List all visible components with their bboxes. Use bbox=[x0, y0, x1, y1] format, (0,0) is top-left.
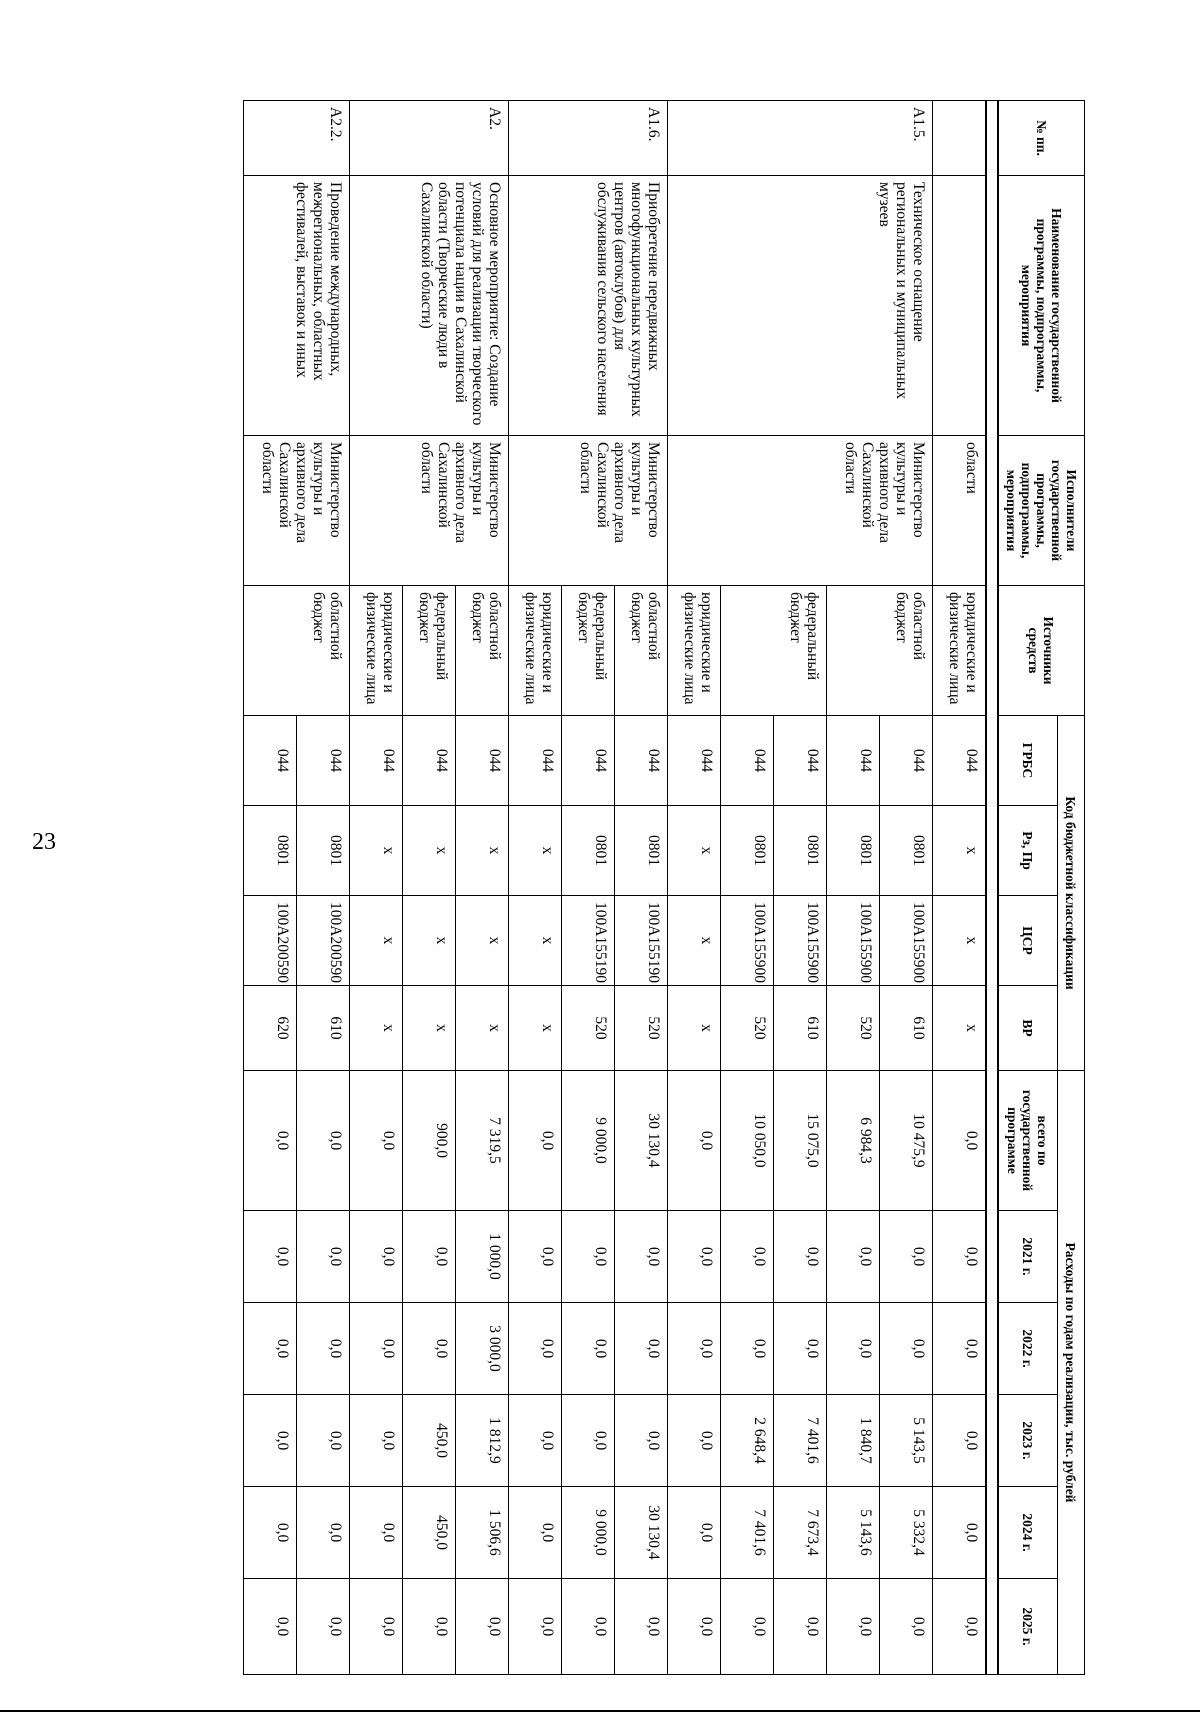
cell-y2023: 0,0 bbox=[668, 1395, 721, 1487]
cell-vr: x bbox=[668, 986, 721, 1071]
cell-source: областной бюджет bbox=[456, 586, 509, 716]
cell-y2025: 0,0 bbox=[350, 1579, 403, 1675]
cell-grbs: 044 bbox=[403, 716, 456, 806]
header-2023: 2023 г. bbox=[998, 1395, 1057, 1487]
header-2024: 2024 г. bbox=[998, 1487, 1057, 1579]
cell-exec: Министерство культуры и архивного дела Сахалинской области bbox=[350, 436, 509, 586]
cell-y2021: 0,0 bbox=[509, 1211, 562, 1303]
cell-source: юридические и физические лица bbox=[509, 586, 562, 716]
cell-total: 6 984,3 bbox=[827, 1071, 880, 1211]
cell-y2024: 0,0 bbox=[244, 1487, 297, 1579]
cell-csr: x bbox=[403, 896, 456, 986]
cell-grbs: 044 bbox=[456, 716, 509, 806]
cell-name: Техническое оснащение региональных и муниципальных музеев bbox=[668, 176, 933, 436]
table-row bbox=[297, 101, 350, 1675]
cell-total: 0,0 bbox=[933, 1071, 987, 1211]
budget-table bbox=[243, 100, 1085, 1675]
cell-rzpr: x bbox=[933, 806, 987, 896]
cell-name: Приобретение передвижных многофункциональных культурных центров (автоклубов) для обслуживания сельского населения bbox=[509, 176, 668, 436]
cell-rzpr: x bbox=[403, 806, 456, 896]
cell-total: 0,0 bbox=[509, 1071, 562, 1211]
header-2021: 2021 г. bbox=[998, 1211, 1057, 1303]
cell-source: федеральный бюджет bbox=[721, 586, 827, 716]
header-gap bbox=[986, 101, 998, 1675]
header-rzpr: Рз, Пр bbox=[998, 806, 1057, 896]
cell-y2024: 30 130,4 bbox=[615, 1487, 668, 1579]
cell-grbs: 044 bbox=[509, 716, 562, 806]
cell-rzpr: x bbox=[668, 806, 721, 896]
cell-vr: 610 bbox=[297, 986, 350, 1071]
cell-y2022: 0,0 bbox=[827, 1303, 880, 1395]
table-row bbox=[456, 101, 509, 1675]
cell-y2023: 0,0 bbox=[615, 1395, 668, 1487]
cell-y2021: 0,0 bbox=[403, 1211, 456, 1303]
table-row bbox=[615, 101, 668, 1675]
cell-y2025: 0,0 bbox=[933, 1579, 987, 1675]
cell-rzpr: x bbox=[456, 806, 509, 896]
cell-grbs: 044 bbox=[350, 716, 403, 806]
cell-grbs: 044 bbox=[297, 716, 350, 806]
cell-y2025: 0,0 bbox=[615, 1579, 668, 1675]
cell-y2021: 0,0 bbox=[721, 1211, 774, 1303]
cell-y2022: 0,0 bbox=[297, 1303, 350, 1395]
cell-y2023: 1 812,9 bbox=[456, 1395, 509, 1487]
cell-num: A1.5. bbox=[668, 101, 933, 176]
cell-y2025: 0,0 bbox=[827, 1579, 880, 1675]
cell-y2023: 0,0 bbox=[562, 1395, 615, 1487]
cell-csr: 100A200590 bbox=[244, 896, 297, 986]
cell-source: областной бюджет bbox=[615, 586, 668, 716]
cell-rzpr: 0801 bbox=[562, 806, 615, 896]
table-row bbox=[933, 101, 987, 1675]
cell-y2021: 0,0 bbox=[827, 1211, 880, 1303]
cell-total: 0,0 bbox=[244, 1071, 297, 1211]
cell-csr: x bbox=[933, 896, 987, 986]
cell-vr: 520 bbox=[827, 986, 880, 1071]
rotated-table-wrapper bbox=[85, 100, 1085, 1646]
cell-y2023: 0,0 bbox=[350, 1395, 403, 1487]
cell-csr: 100A155190 bbox=[562, 896, 615, 986]
cell-y2023: 7 401,6 bbox=[774, 1395, 827, 1487]
cell-total: 15 075,0 bbox=[774, 1071, 827, 1211]
cell-y2025: 0,0 bbox=[774, 1579, 827, 1675]
cell-y2022: 0,0 bbox=[244, 1303, 297, 1395]
cell-y2024: 5 143,6 bbox=[827, 1487, 880, 1579]
cell-grbs: 044 bbox=[827, 716, 880, 806]
cell-y2022: 0,0 bbox=[721, 1303, 774, 1395]
cell-y2025: 0,0 bbox=[562, 1579, 615, 1675]
cell-total: 9 000,0 bbox=[562, 1071, 615, 1211]
cell-total: 10 050,0 bbox=[721, 1071, 774, 1211]
table-row bbox=[880, 101, 933, 1675]
cell-rzpr: 0801 bbox=[244, 806, 297, 896]
page-number: 23 bbox=[32, 829, 56, 855]
cell-y2024: 5 332,4 bbox=[880, 1487, 933, 1579]
cell-grbs: 044 bbox=[615, 716, 668, 806]
cell-num: A2.2. bbox=[244, 101, 350, 176]
cell-name: Проведение международных, межрегиональных, областных фестивалей, выставок и иных bbox=[244, 176, 350, 436]
cell-grbs: 044 bbox=[933, 716, 987, 806]
cell-y2023: 0,0 bbox=[933, 1395, 987, 1487]
cell-num bbox=[933, 101, 987, 176]
cell-csr: 100A155900 bbox=[721, 896, 774, 986]
cell-rzpr: x bbox=[350, 806, 403, 896]
cell-total: 0,0 bbox=[350, 1071, 403, 1211]
cell-name bbox=[933, 176, 987, 436]
cell-y2024: 0,0 bbox=[933, 1487, 987, 1579]
cell-csr: 100A155900 bbox=[827, 896, 880, 986]
header-csr: ЦСР bbox=[998, 896, 1057, 986]
cell-exec: Министерство культуры и архивного дела Сахалинской области bbox=[509, 436, 668, 586]
cell-y2025: 0,0 bbox=[297, 1579, 350, 1675]
header-name: Наименование государственной программы, подпрограммы, мероприятия bbox=[998, 176, 1085, 436]
cell-source: федеральный бюджет bbox=[403, 586, 456, 716]
cell-vr: x bbox=[350, 986, 403, 1071]
cell-y2025: 0,0 bbox=[880, 1579, 933, 1675]
header-2025: 2025 г. bbox=[998, 1579, 1057, 1675]
cell-y2023: 2 648,4 bbox=[721, 1395, 774, 1487]
cell-csr: 100A155900 bbox=[774, 896, 827, 986]
cell-y2024: 0,0 bbox=[509, 1487, 562, 1579]
cell-total: 0,0 bbox=[668, 1071, 721, 1211]
cell-total: 0,0 bbox=[297, 1071, 350, 1211]
cell-source: областной бюджет bbox=[827, 586, 933, 716]
cell-y2024: 0,0 bbox=[668, 1487, 721, 1579]
cell-y2024: 9 000,0 bbox=[562, 1487, 615, 1579]
cell-y2022: 0,0 bbox=[880, 1303, 933, 1395]
cell-y2025: 0,0 bbox=[244, 1579, 297, 1675]
cell-grbs: 044 bbox=[721, 716, 774, 806]
cell-total: 900,0 bbox=[403, 1071, 456, 1211]
cell-source: юридические и физические лица bbox=[933, 586, 987, 716]
cell-rzpr: 0801 bbox=[297, 806, 350, 896]
cell-csr: 100A200590 bbox=[297, 896, 350, 986]
cell-rzpr: 0801 bbox=[827, 806, 880, 896]
cell-vr: 520 bbox=[562, 986, 615, 1071]
cell-rzpr: 0801 bbox=[774, 806, 827, 896]
cell-y2021: 0,0 bbox=[562, 1211, 615, 1303]
cell-y2021: 0,0 bbox=[880, 1211, 933, 1303]
cell-exec: Министерство культуры и архивного дела Сахалинской области bbox=[668, 436, 933, 586]
cell-y2022: 0,0 bbox=[774, 1303, 827, 1395]
cell-source: федеральный бюджет bbox=[562, 586, 615, 716]
cell-csr: x bbox=[350, 896, 403, 986]
cell-total: 7 319,5 bbox=[456, 1071, 509, 1211]
cell-y2021: 0,0 bbox=[615, 1211, 668, 1303]
cell-source: юридические и физические лица bbox=[668, 586, 721, 716]
cell-num: A1.6. bbox=[509, 101, 668, 176]
cell-y2021: 0,0 bbox=[244, 1211, 297, 1303]
header-row-1 bbox=[1057, 101, 1084, 1675]
cell-y2022: 0,0 bbox=[562, 1303, 615, 1395]
cell-y2022: 0,0 bbox=[403, 1303, 456, 1395]
cell-y2024: 450,0 bbox=[403, 1487, 456, 1579]
page-bottom-rule bbox=[0, 1710, 1200, 1712]
cell-y2023: 450,0 bbox=[403, 1395, 456, 1487]
cell-y2023: 5 143,5 bbox=[880, 1395, 933, 1487]
cell-y2021: 1 000,0 bbox=[456, 1211, 509, 1303]
cell-csr: x bbox=[509, 896, 562, 986]
cell-vr: 520 bbox=[721, 986, 774, 1071]
cell-total: 10 475,9 bbox=[880, 1071, 933, 1211]
cell-total: 30 130,4 bbox=[615, 1071, 668, 1211]
cell-y2024: 1 506,6 bbox=[456, 1487, 509, 1579]
header-2022: 2022 г. bbox=[998, 1303, 1057, 1395]
cell-vr: 520 bbox=[615, 986, 668, 1071]
cell-y2021: 0,0 bbox=[350, 1211, 403, 1303]
cell-y2022: 3 000,0 bbox=[456, 1303, 509, 1395]
cell-y2025: 0,0 bbox=[403, 1579, 456, 1675]
cell-y2023: 1 840,7 bbox=[827, 1395, 880, 1487]
cell-vr: x bbox=[509, 986, 562, 1071]
cell-y2022: 0,0 bbox=[668, 1303, 721, 1395]
cell-vr: 620 bbox=[244, 986, 297, 1071]
cell-y2025: 0,0 bbox=[721, 1579, 774, 1675]
cell-name: Основное мероприятие: Создание условий для реализации творческого потенциала нации в Сахалинской области (Творческие люди в Сахалинской области) bbox=[350, 176, 509, 436]
cell-grbs: 044 bbox=[562, 716, 615, 806]
header-source: Источники средств bbox=[998, 586, 1085, 716]
cell-vr: x bbox=[403, 986, 456, 1071]
cell-source: областной бюджет bbox=[244, 586, 350, 716]
cell-exec: Министерство культуры и архивного дела Сахалинской области bbox=[244, 436, 350, 586]
cell-vr: x bbox=[456, 986, 509, 1071]
cell-num: A2. bbox=[350, 101, 509, 176]
cell-vr: 610 bbox=[880, 986, 933, 1071]
header-num: № пп. bbox=[998, 101, 1085, 176]
cell-y2023: 0,0 bbox=[244, 1395, 297, 1487]
cell-y2023: 0,0 bbox=[509, 1395, 562, 1487]
cell-grbs: 044 bbox=[244, 716, 297, 806]
cell-y2021: 0,0 bbox=[774, 1211, 827, 1303]
cell-rzpr: x bbox=[509, 806, 562, 896]
cell-csr: x bbox=[456, 896, 509, 986]
cell-y2025: 0,0 bbox=[668, 1579, 721, 1675]
cell-grbs: 044 bbox=[774, 716, 827, 806]
cell-vr: x bbox=[933, 986, 987, 1071]
cell-y2024: 7 673,4 bbox=[774, 1487, 827, 1579]
cell-y2024: 7 401,6 bbox=[721, 1487, 774, 1579]
cell-grbs: 044 bbox=[880, 716, 933, 806]
cell-vr: 610 bbox=[774, 986, 827, 1071]
header-exec: Исполнители государственной программы, подпрограммы, мероприятия bbox=[998, 436, 1085, 586]
cell-grbs: 044 bbox=[668, 716, 721, 806]
gap-cell bbox=[986, 101, 998, 1675]
cell-y2021: 0,0 bbox=[933, 1211, 987, 1303]
cell-y2025: 0,0 bbox=[509, 1579, 562, 1675]
header-code-group: Код бюджетной классификации bbox=[1057, 716, 1084, 1071]
cell-y2024: 0,0 bbox=[297, 1487, 350, 1579]
header-total: всего по государственной программе bbox=[998, 1071, 1057, 1211]
cell-csr: 100A155900 bbox=[880, 896, 933, 986]
header-grbs: ГРБС bbox=[998, 716, 1057, 806]
header-exp-group: Расходы по годам реализации, тыс. рублей bbox=[1057, 1071, 1084, 1675]
cell-y2022: 0,0 bbox=[509, 1303, 562, 1395]
cell-y2021: 0,0 bbox=[668, 1211, 721, 1303]
cell-rzpr: 0801 bbox=[721, 806, 774, 896]
cell-y2024: 0,0 bbox=[350, 1487, 403, 1579]
cell-exec: области bbox=[933, 436, 987, 586]
cell-source: юридические и физические лица bbox=[350, 586, 403, 716]
cell-rzpr: 0801 bbox=[880, 806, 933, 896]
cell-y2021: 0,0 bbox=[297, 1211, 350, 1303]
cell-y2022: 0,0 bbox=[615, 1303, 668, 1395]
cell-y2022: 0,0 bbox=[350, 1303, 403, 1395]
header-vr: ВР bbox=[998, 986, 1057, 1071]
cell-csr: 100A155190 bbox=[615, 896, 668, 986]
cell-y2023: 0,0 bbox=[297, 1395, 350, 1487]
cell-csr: x bbox=[668, 896, 721, 986]
cell-rzpr: 0801 bbox=[615, 806, 668, 896]
table-body bbox=[244, 101, 987, 1675]
cell-y2025: 0,0 bbox=[456, 1579, 509, 1675]
cell-y2022: 0,0 bbox=[933, 1303, 987, 1395]
